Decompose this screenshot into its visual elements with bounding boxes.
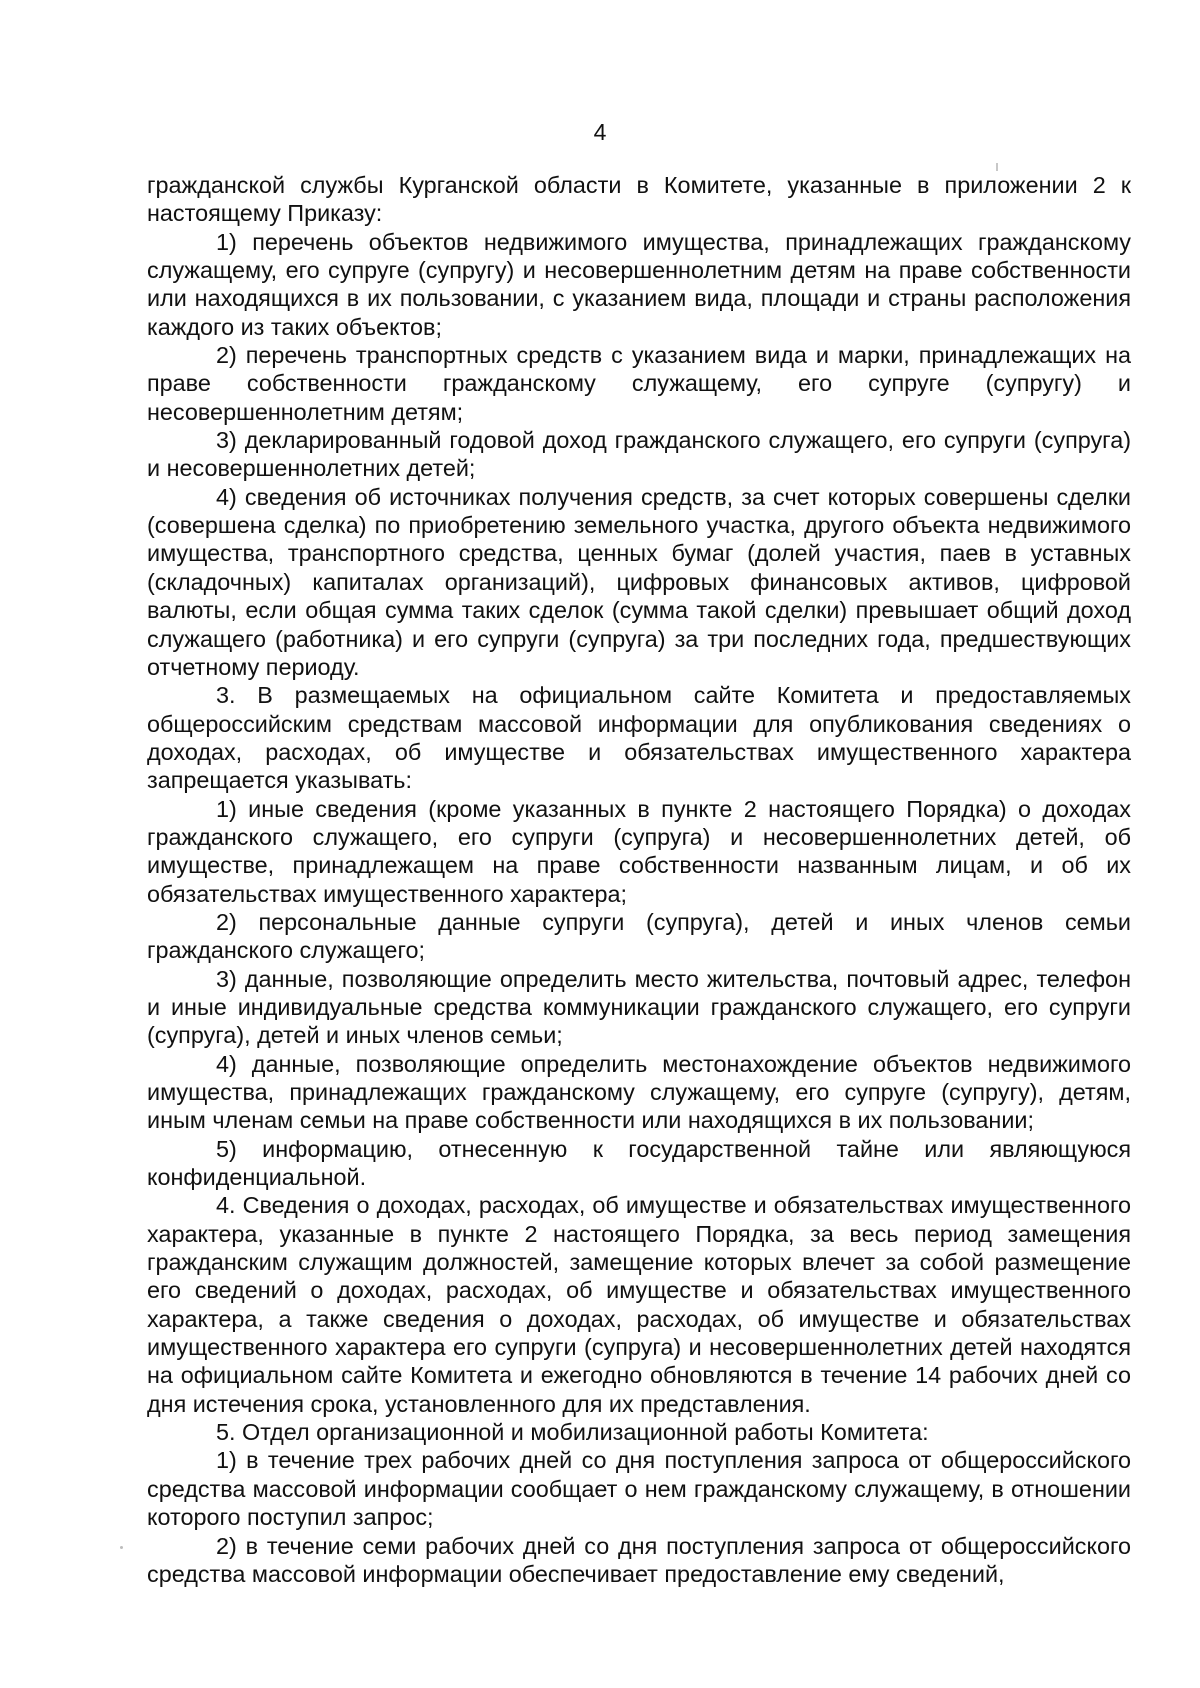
paragraph-item: 2) персональные данные супруги (супруга), детей и иных членов семьи гражданского служащего; bbox=[147, 908, 1131, 964]
paragraph-item: 3) данные, позволяющие определить место жительства, почтовый адрес, телефон и иные индивидуальные средства коммуникации гражданского служащего, его супруги (супруга), детей и иных членов семьи; bbox=[147, 965, 1131, 1049]
paragraph-item: 3) декларированный годовой доход гражданского служащего, его супруги (супруга) и несовершеннолетних детей; bbox=[147, 427, 1131, 482]
paragraph-item: 1) перечень объектов недвижимого имущества, принадлежащих гражданскому служащему, его супруге (супругу) и несовершеннолетним детям на праве собственности или находящихся в их пользовании, с указанием вида, площади и страны расположения каждого из таких объектов; bbox=[147, 228, 1131, 340]
paragraph-item: 1) иные сведения (кроме указанных в пункте 2 настоящего Порядка) о доходах гражданского служащего, его супруги (супруга) и несовершеннолетних детей, об имуществе, принадлежащем на праве собственности названным лицам, и об их обязательствах имущественного характера; bbox=[147, 795, 1131, 907]
scan-speck bbox=[996, 163, 998, 171]
paragraph-continuation: гражданской службы Курганской области в Комитете, указанные в приложении 2 к настоящему Приказу: bbox=[147, 172, 1131, 227]
paragraph-item: 5) информацию, отнесенную к государственной тайне или являющуюся конфиденциальной. bbox=[147, 1135, 1131, 1191]
paragraph-item: 1) в течение трех рабочих дней со дня поступления запроса от общероссийского средства массовой информации сообщает о нем гражданскому служащему, в отношении которого поступил запрос; bbox=[147, 1447, 1131, 1531]
document-body bbox=[147, 171, 1131, 1588]
paragraph-section-4: 4. Сведения о доходах, расходах, об имуществе и обязательствах имущественного характера, указанные в пункте 2 настоящего Порядка, за весь период замещения гражданским служащим должностей, замещение которых влечет за собой размещение его сведений о доходах, расходах, об имуществе и обязательствах имущественного характера, а также сведения о доходах, расходах, об имуществе и обязательствах имущественного характера его супруги (супруга) и несовершеннолетних детей находятся на официальном сайте Комитета и ежегодно обновляются в течение 14 рабочих дней со дня истечения срока, установленного для их представления. bbox=[147, 1192, 1131, 1417]
paragraph-item: 4) сведения об источниках получения средств, за счет которых совершены сделки (совершена сделка) по приобретению земельного участка, другого объекта недвижимого имущества, транспортного средства, ценных бумаг (долей участия, паев в уставных (складочных) капиталах организаций), цифровых финансовых активов, цифровой валюты, если общая сумма таких сделок (сумма такой сделки) превышает общий доход служащего (работника) и его супруги (супруга) за три последних года, предшествующих отчетному периоду. bbox=[147, 483, 1131, 680]
page-number: 4 bbox=[593, 119, 607, 145]
paragraph-section-3: 3. В размещаемых на официальном сайте Комитета и предоставляемых общероссийским средствам массовой информации для опубликования сведениях о доходах, расходах, об имуществе и обязательствах имущественного характера запрещается указывать: bbox=[147, 682, 1131, 794]
paragraph-section-5: 5. Отдел организационной и мобилизационной работы Комитета: bbox=[216, 1419, 929, 1446]
paragraph-item: 4) данные, позволяющие определить местонахождение объектов недвижимого имущества, принадлежащих гражданскому служащему, его супруге (супругу), детям, иным членам семьи на праве собственности или находящихся в их пользовании; bbox=[147, 1050, 1131, 1134]
scan-speck bbox=[120, 1546, 123, 1549]
paragraph-item: 2) перечень транспортных средств с указанием вида и марки, принадлежащих на праве собственности гражданскому служащему, его супруге (супругу) и несовершеннолетним детям; bbox=[147, 342, 1131, 425]
paragraph-item: 2) в течение семи рабочих дней со дня поступления запроса от общероссийского средства массовой информации обеспечивает предоставление ему сведений, bbox=[147, 1532, 1131, 1587]
